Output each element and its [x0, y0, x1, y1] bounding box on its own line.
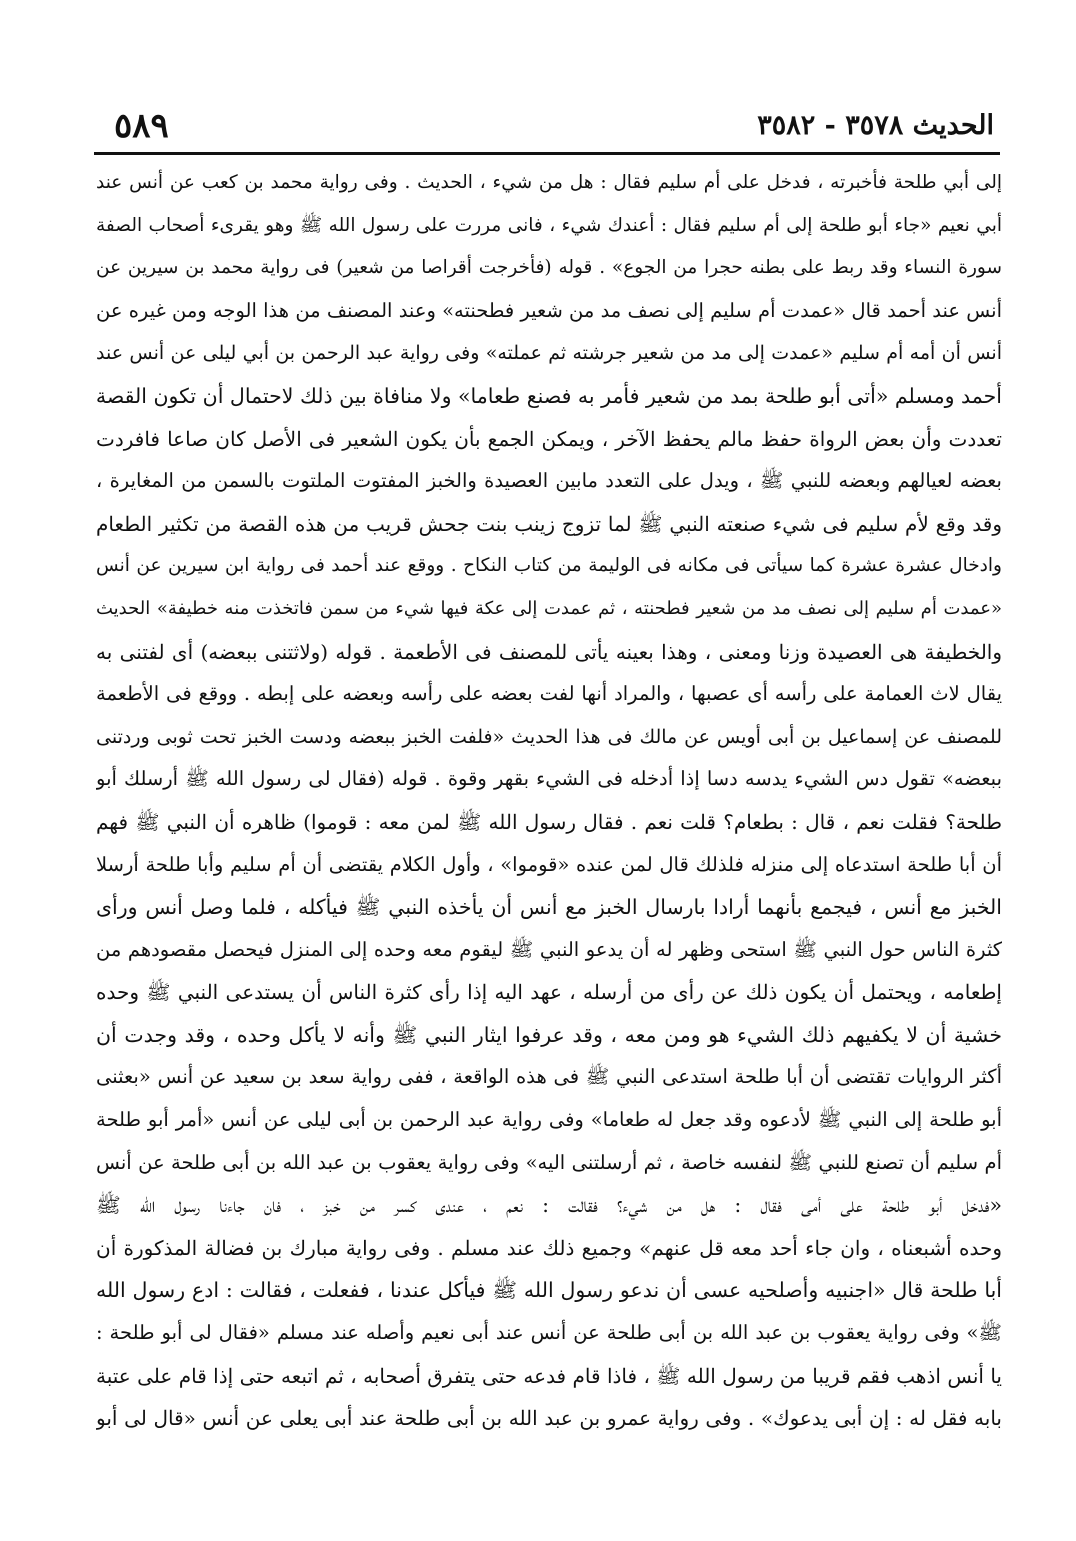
text-line: وقد وقع لأم سليم فى شيء صنعته النبي ﷺ لما تزوج زينب بنت جحش قريب من هذه القصة من تكثير الطعام — [96, 511, 1002, 536]
text-line: طلحة؟ فقلت نعم ، قال : بطعام؟ قلت نعم . فقال رسول الله ﷺ لمن معه : قوموا) ظاهره أن النبي ﷺ فهم — [96, 809, 1002, 834]
running-head — [94, 104, 994, 148]
text-line: يا أنس اذهب فقم قريبا من رسول الله ﷺ ، فاذا قام فدعه حتى يتفرق أصحابه ، ثم اتبعه حتى إذا قام على عتبة — [96, 1363, 1002, 1388]
text-line: أبي نعيم «جاء أبو طلحة إلى أم سليم فقال : أعندك شيء ، فانى مررت على رسول الله ﷺ وهو يقرىء أصحاب الصفة — [96, 214, 1002, 236]
text-line: «عمدت أم سليم إلى نصف مد من شعير فطحنته ، ثم عمدت إلى عكة فيها شيء من سمن فاتخذت منه خطيفة» الحديث — [96, 597, 1002, 619]
text-line: أن أبا طلحة استدعاه إلى منزله فلذلك قال لمن عنده «قوموا» ، وأول الكلام يقتضى أن أم سليم وأبا طلحة أرسلا — [96, 852, 1002, 876]
text-line: للمصنف عن إسماعيل بن أبى أويس عن مالك فى هذا الحديث «فلفت الخبز ببعضه ودست الخبز تحت ثوبى وردتنى — [96, 725, 1002, 748]
text-line: خشية أن لا يكفيهم ذلك الشيء هو ومن معه ، وقد عرفوا ايثار النبي ﷺ وأنه لا يأكل وحده ، وقد وجدت أن — [96, 1022, 1002, 1047]
text-line: «فدخل أبو طلحة على أمى فقال : هل من شيء؟ فقالت : نعم ، عندى كسر من خبز ، فان جاءنا رسول الله ﷺ — [96, 1193, 1002, 1218]
text-line: إطعامه ، ويحتمل أن يكون ذلك عن رأى من أرسله ، عهد اليه إذا رأى كثرة الناس أن يستدعى النبي ﷺ وحده — [96, 980, 1002, 1005]
text-line: ببعضه» تقول دس الشيء يدسه دسا إذا أدخله فى الشيء بقهر وقوة . قوله (فقال لى رسول الله ﷺ أرسلك أبو — [96, 767, 1002, 791]
page-number: ٥٨٩ — [114, 106, 169, 146]
text-line: أبو طلحة إلى النبي ﷺ لأدعوه وقد جعل له طعاما» وفى رواية عبد الرحمن بن أبى ليلى عن أنس «أمر أبو طلحة — [96, 1108, 1002, 1132]
text-line: ﷺ» وفى رواية يعقوب بن عبد الله بن أبى طلحة عن أنس عند أبى نعيم وأصله عند مسلم «فقال لى أبو طلحة : — [96, 1321, 1002, 1345]
text-line: بابه فقل له : إن أبى يدعوك» . وفى رواية عمرو بن عبد الله بن أبى طلحة عند أبى يعلى عن أنس «قال لى أبو — [96, 1406, 1002, 1431]
commentary-text — [96, 162, 1002, 1440]
text-line: بعضه لعيالهم وبعضه للنبي ﷺ ، ويدل على التعدد مابين العصيدة والخبز المفتوت الملتوت بالسمن من المغايرة ، — [96, 469, 1002, 493]
text-line: أنس أن أمه أم سليم «عمدت إلى مد من شعير جرشته ثم عملته» وفى رواية عبد الرحمن بن أبي ليلى عن أنس عند — [96, 342, 1002, 365]
text-line: كثرة الناس حول النبي ﷺ استحى وظهر له أن يدعو النبي ﷺ ليقوم معه وحده إلى المنزل فيحصل مقصودهم من — [96, 937, 1002, 961]
text-line: أم سليم أن تصنع للنبي ﷺ لنفسه خاصة ، ثم أرسلتنى اليه» وفى رواية يعقوب بن عبد الله بن أبى طلحة عن أنس — [96, 1150, 1002, 1174]
text-line: سورة النساء وقد ربط على بطنه حجرا من الجوع» . قوله (فأخرجت أقراصا من شعير) فى رواية محمد بن سيرين عن — [96, 257, 1002, 279]
text-line: تعددت وأن بعض الرواة حفظ مالم يحفظ الآخر ، ويمكن الجمع بأن يكون الشعير فى الأصل كان صاعا فافردت — [96, 426, 1002, 451]
text-line: الخبز مع أنس ، فيجمع بأنهما أرادا بارسال الخبز مع أنس أن يأخذه النبي ﷺ فيأكله ، فلما وصل أنس ورأى — [96, 895, 1002, 920]
header-divider — [94, 152, 1000, 155]
text-line: يقال لاث العمامة على رأسه أى عصبها ، والمراد أنها لفت بعضه على رأسه وبعضه على إبطه . ووقع فى الأطعمة — [96, 682, 1002, 706]
text-line: أحمد ومسلم «أتى أبو طلحة بمد من شعير فأمر به فصنع طعاما» ولا منافاة بين ذلك لاحتمال أن تكون القصة — [96, 383, 1002, 408]
text-line: أبا طلحة قال «اجنبيه وأصلحيه عسى أن ندعو رسول الله ﷺ فيأكل عندنا ، ففعلت ، فقالت : ادع رسول الله — [96, 1278, 1002, 1303]
text-line: والخطيفة هى العصيدة وزنا ومعنى ، وهذا بعينه يأتى للمصنف فى الأطعمة . قوله (ولاثتنى ببعضه) أى لفتنى به — [96, 639, 1002, 664]
text-line: أكثر الروايات تقتضى أن أبا طلحة استدعى النبي ﷺ فى هذه الواقعة ، ففى رواية سعد بن سعيد عن أنس «بعثنى — [96, 1065, 1002, 1089]
text-line: وحده أشبعناه ، وان جاء أحد معه قل عنهم» وجميع ذلك عند مسلم . وفى رواية مبارك بن فضالة المذكورة أن — [96, 1235, 1002, 1260]
text-line: أنس عند أحمد قال «عمدت أم سليم إلى نصف مد من شعير فطحنته» وعند المصنف من هذا الوجه ومن غيره عن — [96, 298, 1002, 322]
text-line: إلى أبي طلحة فأخبرته ، فدخل على أم سليم فقال : هل من شيء ، الحديث . وفى رواية محمد بن كعب عن أنس عند — [96, 172, 1002, 193]
running-head-title: الحديث ٣٥٧٨ - ٣٥٨٢ — [757, 110, 994, 141]
text-line: وادخال عشرة عشرة كما سيأتى فى مكانه فى الوليمة من كتاب النكاح . ووقع عند أحمد فى رواية ابن سيرين عن أنس — [96, 555, 1002, 577]
